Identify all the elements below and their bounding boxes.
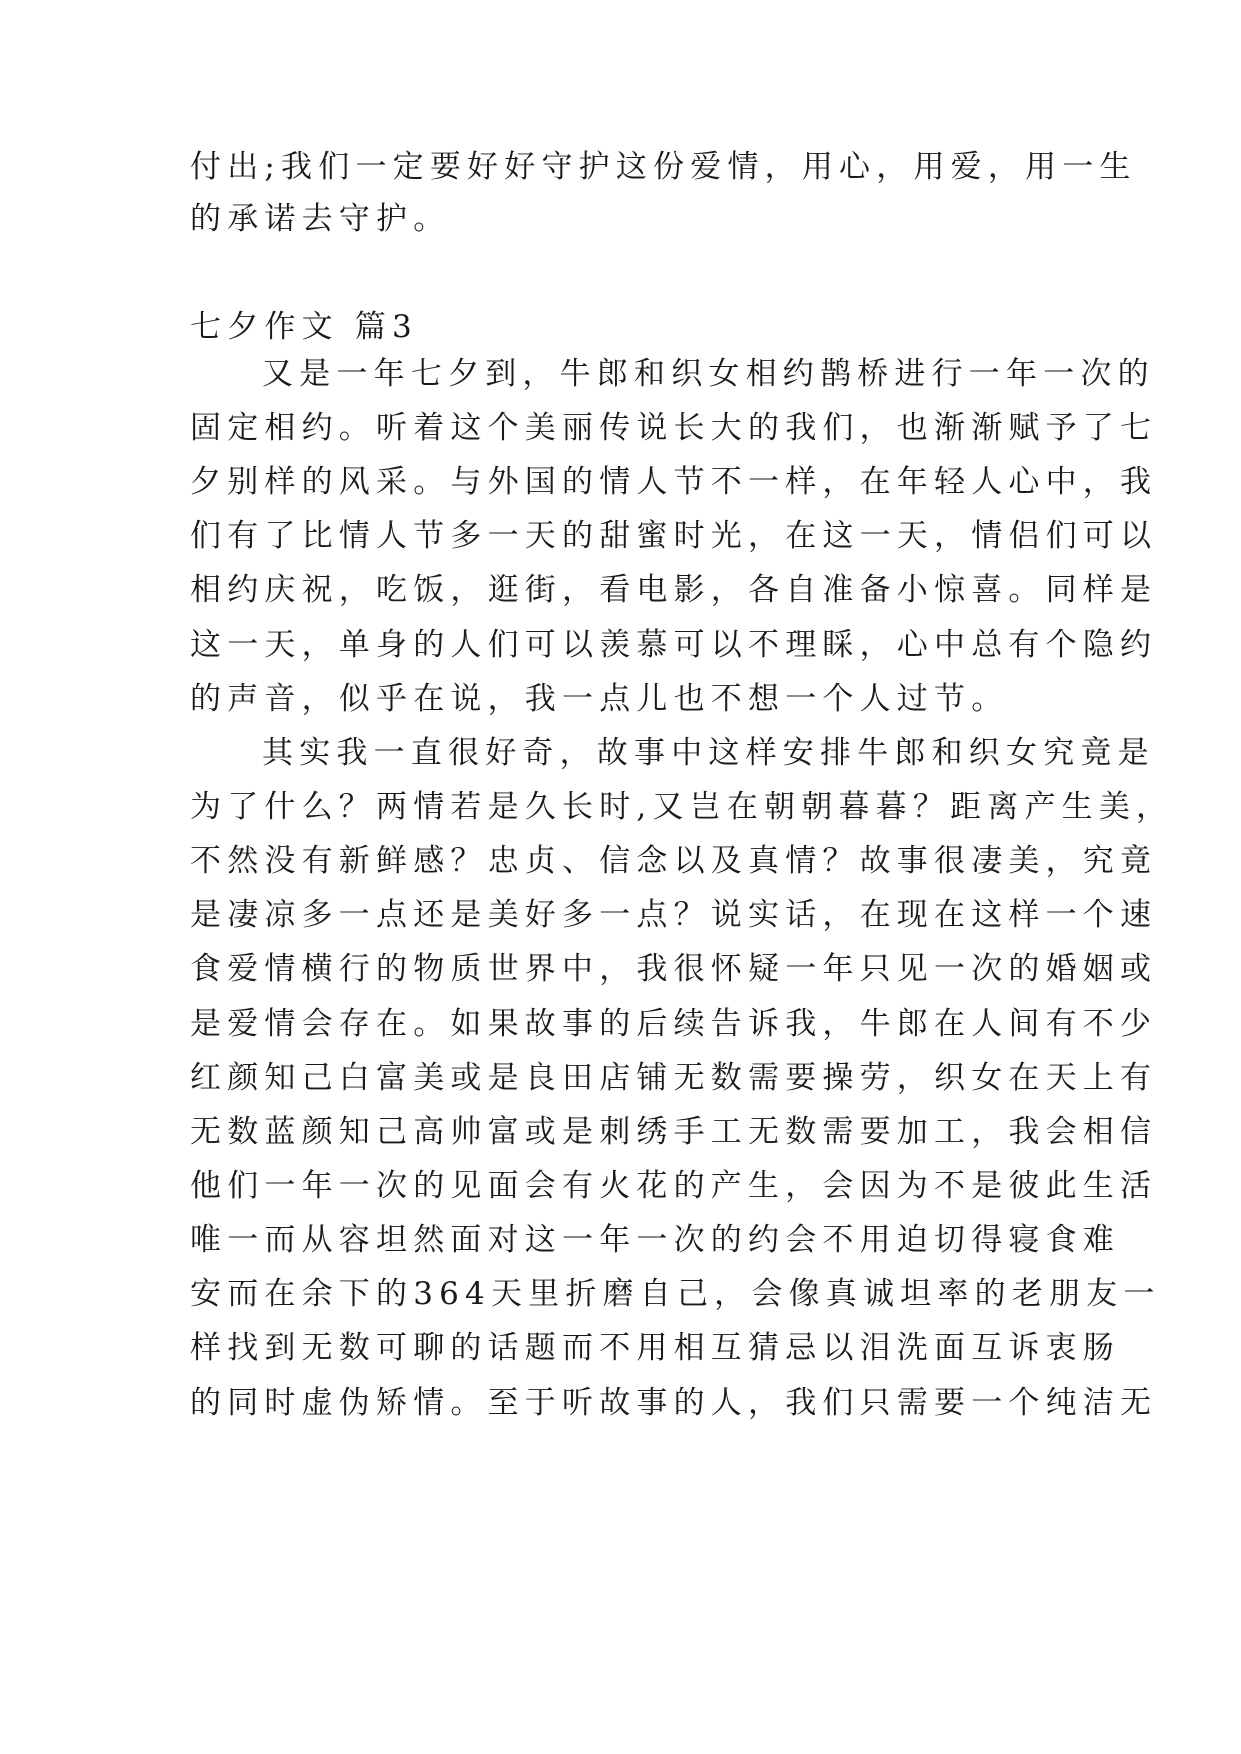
paragraph-line: 是爱情会存在。如果故事的后续告诉我，牛郎在人间有不少 xyxy=(190,1006,1158,1042)
paragraph-line: 是凄凉多一点还是美好多一点？说实话，在现在这样一个速 xyxy=(190,897,1158,933)
paragraph-line: 们有了比情人节多一天的甜蜜时光，在这一天，情侣们可以 xyxy=(190,518,1158,554)
paragraph-line: 的声音，似乎在说，我一点儿也不想一个人过节。 xyxy=(190,681,1009,717)
paragraph-line: 无数蓝颜知己高帅富或是刺绣手工无数需要加工，我会相信 xyxy=(190,1114,1158,1150)
paragraph-line: 付出;我们一定要好好守护这份爱情，用心，用爱，用一生 xyxy=(190,149,1137,185)
paragraph-line: 的同时虚伪矫情。至于听故事的人，我们只需要一个纯洁无 xyxy=(190,1385,1158,1421)
paragraph-line: 唯一而从容坦然面对这一年一次的约会不用迫切得寝食难 xyxy=(190,1222,1120,1258)
paragraph-line: 不然没有新鲜感？忠贞、信念以及真情？故事很凄美，究竟 xyxy=(190,843,1158,879)
section-heading: 七夕作文 篇3 xyxy=(190,309,418,345)
paragraph-line: 固定相约。听着这个美丽传说长大的我们，也渐渐赋予了七 xyxy=(190,410,1158,446)
paragraph-line: 夕别样的风采。与外国的情人节不一样，在年轻人心中，我 xyxy=(190,464,1158,500)
paragraph-line: 这一天，单身的人们可以羡慕可以不理睬，心中总有个隐约 xyxy=(190,627,1158,663)
paragraph-line: 样找到无数可聊的话题而不用相互猜忌以泪洗面互诉衷肠 xyxy=(190,1330,1120,1366)
paragraph-line: 相约庆祝，吃饭，逛街，看电影，各自准备小惊喜。同样是 xyxy=(190,572,1158,608)
paragraph-line: 他们一年一次的见面会有火花的产生，会因为不是彼此生活 xyxy=(190,1168,1158,1204)
paragraph-line: 的承诺去守护。 xyxy=(190,201,451,237)
paragraph-line: 红颜知己白富美或是良田店铺无数需要操劳，织女在天上有 xyxy=(190,1060,1158,1096)
paragraph-line: 为了什么？两情若是久长时,又岂在朝朝暮暮？距离产生美， xyxy=(190,789,1174,825)
paragraph-line: 安而在余下的364天里折磨自己，会像真诚坦率的老朋友一 xyxy=(190,1276,1161,1312)
paragraph-line: 食爱情横行的物质世界中，我很怀疑一年只见一次的婚姻或 xyxy=(190,951,1158,987)
paragraph-line: 其实我一直很好奇，故事中这样安排牛郎和织女究竟是 xyxy=(262,735,1155,771)
paragraph-line: 又是一年七夕到，牛郎和织女相约鹊桥进行一年一次的 xyxy=(262,356,1155,392)
